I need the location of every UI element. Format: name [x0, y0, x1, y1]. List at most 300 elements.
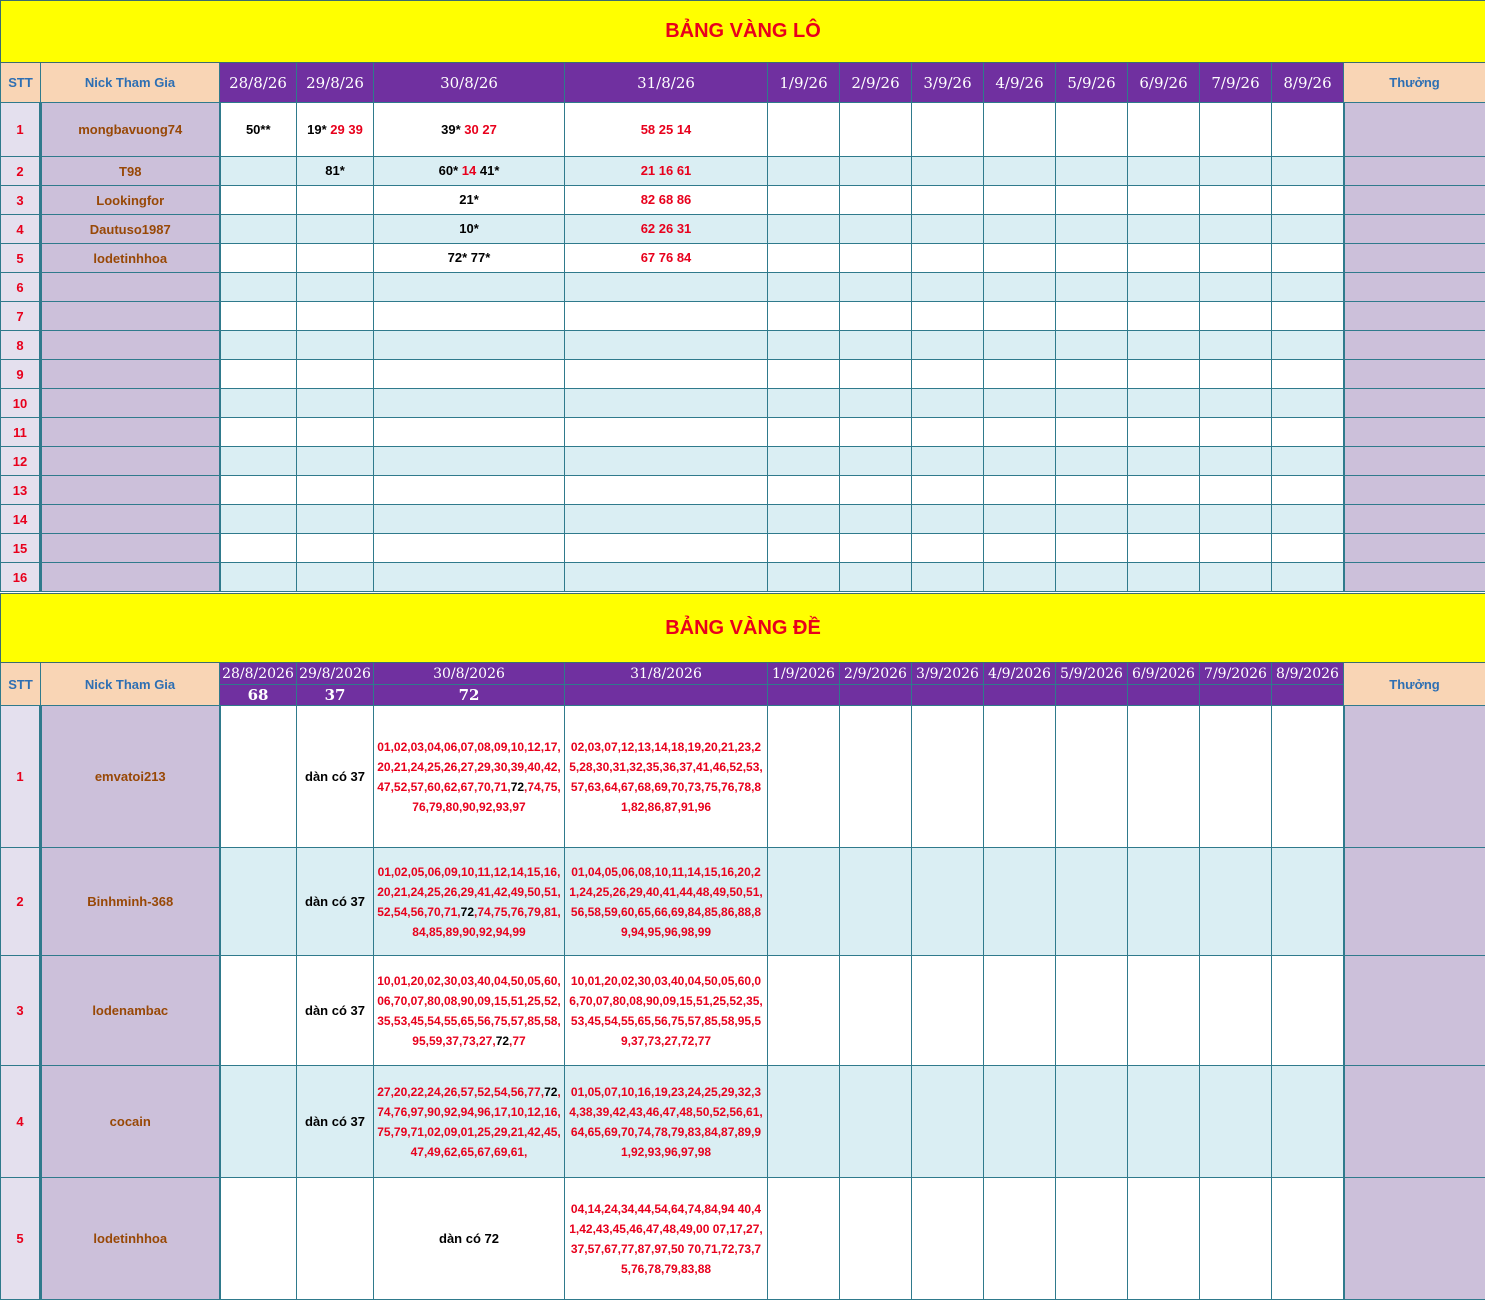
cell-empty — [768, 1178, 840, 1300]
pick-bach: 41* — [479, 163, 500, 178]
cell-empty — [1272, 1066, 1344, 1178]
de-result: 72 — [374, 685, 565, 706]
cell-empty — [1200, 273, 1272, 302]
row-stt: 3 — [1, 956, 41, 1066]
row-nick: emvatoi213 — [41, 706, 220, 848]
cell-empty — [912, 476, 984, 505]
cell-empty — [984, 1066, 1056, 1178]
de-row — [1, 706, 1485, 848]
cell-empty — [1200, 186, 1272, 215]
cell-30 — [374, 476, 565, 505]
cell-28 — [220, 956, 297, 1066]
cell-empty — [912, 447, 984, 476]
row-stt: 1 — [1, 103, 41, 157]
lo-row — [1, 476, 1485, 505]
lo-header-date: 6/9/26 — [1128, 63, 1200, 103]
dan-hit: 72 — [495, 1033, 510, 1048]
row-stt: 9 — [1, 360, 41, 389]
cell-empty — [912, 215, 984, 244]
dan-numbers: 01,05,07,10,16,19,23,24,25,29,32,34,38,39,42,43,46,47,48,50,52,56,61,64,65,69,70,74,78,79,83,84,87,89,91,92,93,96,97,98 — [569, 1084, 763, 1159]
cell-empty — [1272, 244, 1344, 273]
cell-29: dàn có 37 — [297, 1066, 374, 1178]
cell-empty — [984, 956, 1056, 1066]
cell-empty — [768, 389, 840, 418]
cell-empty — [984, 706, 1056, 848]
cell-31 — [565, 360, 768, 389]
lo-row — [1, 360, 1485, 389]
cell-31 — [565, 563, 768, 592]
de-result-empty — [984, 685, 1056, 706]
lo-header-date: 5/9/26 — [1056, 63, 1128, 103]
cell-empty — [984, 418, 1056, 447]
cell-31 — [565, 157, 768, 186]
cell-empty — [768, 186, 840, 215]
cell-empty — [1272, 706, 1344, 848]
cell-empty — [1128, 244, 1200, 273]
cell-31 — [565, 1178, 768, 1300]
de-header-date: 29/8/2026 — [297, 663, 374, 685]
cell-empty — [1056, 534, 1128, 563]
cell-30 — [374, 157, 565, 186]
cell-28 — [220, 706, 297, 848]
cell-empty — [984, 215, 1056, 244]
row-stt: 11 — [1, 418, 41, 447]
lo-row — [1, 302, 1485, 331]
cell-empty — [1128, 534, 1200, 563]
cell-empty — [840, 360, 912, 389]
cell-empty — [768, 476, 840, 505]
cell-28 — [220, 273, 297, 302]
lo-header-date: 8/9/26 — [1272, 63, 1344, 103]
cell-empty — [912, 956, 984, 1066]
cell-empty — [1200, 706, 1272, 848]
cell-empty — [1056, 505, 1128, 534]
cell-28 — [220, 215, 297, 244]
lo-header-date: 31/8/26 — [565, 63, 768, 103]
cell-empty — [1056, 563, 1128, 592]
lo-title: BẢNG VÀNG LÔ — [1, 1, 1485, 63]
dan-numbers: 27,20,22,24,26,57,52,54,56,77, — [377, 1084, 545, 1099]
cell-empty — [840, 331, 912, 360]
cell-30 — [374, 848, 565, 956]
de-row — [1, 848, 1485, 956]
cell-empty — [1272, 186, 1344, 215]
row-thuong — [1344, 447, 1485, 476]
cell-29: dàn có 37 — [297, 706, 374, 848]
cell-empty — [840, 418, 912, 447]
lo-row — [1, 157, 1485, 186]
cell-28 — [220, 1178, 297, 1300]
pick-bach: 10* — [459, 221, 479, 236]
lo-row — [1, 534, 1485, 563]
cell-28 — [220, 244, 297, 273]
cell-empty — [912, 563, 984, 592]
cell-30 — [374, 956, 565, 1066]
lo-table — [0, 0, 1485, 592]
cell-28 — [220, 505, 297, 534]
cell-empty — [1200, 505, 1272, 534]
cell-empty — [840, 244, 912, 273]
dan-numbers: 01,02,05,06,09,10,11,12,14,15,16,20,21,24,25,26,29,41,42,49,50,51,52,54,56,70,71, — [377, 864, 561, 919]
cell-empty — [1128, 157, 1200, 186]
cell-31 — [565, 505, 768, 534]
de-result-empty — [1128, 685, 1200, 706]
row-nick: cocain — [41, 1066, 220, 1178]
cell-empty — [984, 302, 1056, 331]
cell-30 — [374, 103, 565, 157]
cell-empty — [1272, 418, 1344, 447]
cell-empty — [840, 706, 912, 848]
cell-29 — [297, 476, 374, 505]
row-thuong — [1344, 331, 1485, 360]
cell-31 — [565, 215, 768, 244]
cell-empty — [768, 244, 840, 273]
dan-numbers: 01,04,05,06,08,10,11,14,15,16,20,21,24,25,26,29,40,41,44,48,49,50,51,56,58,59,60,65,66,69,84,85,86,88,89,94,95,96,98,99 — [569, 864, 763, 939]
cell-empty — [1200, 360, 1272, 389]
row-nick — [41, 476, 220, 505]
cell-empty — [1200, 956, 1272, 1066]
cell-empty — [1056, 389, 1128, 418]
cell-empty — [912, 103, 984, 157]
cell-empty — [984, 360, 1056, 389]
row-nick: T98 — [41, 157, 220, 186]
cell-empty — [840, 848, 912, 956]
cell-empty — [912, 157, 984, 186]
cell-empty — [1056, 331, 1128, 360]
cell-empty — [1128, 505, 1200, 534]
de-header-date: 28/8/2026 — [220, 663, 297, 685]
cell-empty — [768, 157, 840, 186]
de-header-nick: Nick Tham Gia — [41, 663, 220, 706]
cell-empty — [1272, 302, 1344, 331]
cell-31 — [565, 418, 768, 447]
lo-header-date: 1/9/26 — [768, 63, 840, 103]
cell-empty — [912, 389, 984, 418]
cell-empty — [984, 389, 1056, 418]
row-thuong — [1344, 215, 1485, 244]
cell-31 — [565, 244, 768, 273]
cell-empty — [1200, 848, 1272, 956]
cell-empty — [1128, 273, 1200, 302]
cell-empty — [840, 389, 912, 418]
row-stt: 10 — [1, 389, 41, 418]
row-stt: 6 — [1, 273, 41, 302]
cell-29 — [297, 1178, 374, 1300]
cell-empty — [840, 1066, 912, 1178]
row-thuong — [1344, 505, 1485, 534]
cell-empty — [1056, 418, 1128, 447]
cell-empty — [912, 186, 984, 215]
cell-empty — [912, 418, 984, 447]
lo-row — [1, 447, 1485, 476]
row-nick — [41, 302, 220, 331]
cell-empty — [1128, 1178, 1200, 1300]
cell-empty — [1056, 103, 1128, 157]
row-nick — [41, 360, 220, 389]
dan-hit: 72 — [544, 1084, 558, 1099]
row-stt: 4 — [1, 215, 41, 244]
cell-empty — [1200, 331, 1272, 360]
cell-empty — [1200, 389, 1272, 418]
de-row — [1, 1066, 1485, 1178]
pick-bach: 39* — [441, 121, 461, 137]
de-header-date: 31/8/2026 — [565, 663, 768, 685]
cell-empty — [1200, 215, 1272, 244]
dan-numbers: ,74,75,76,79,80,90,92,93,97 — [412, 779, 561, 814]
cell-28 — [220, 476, 297, 505]
cell-empty — [1128, 389, 1200, 418]
row-nick — [41, 447, 220, 476]
cell-empty — [912, 1178, 984, 1300]
cell-30 — [374, 244, 565, 273]
cell-29 — [297, 331, 374, 360]
pick-lo: 30 27 — [464, 121, 497, 137]
row-stt: 5 — [1, 1178, 41, 1300]
cell-empty — [768, 103, 840, 157]
cell-28 — [220, 563, 297, 592]
pick-lo: 14 — [461, 163, 477, 178]
cell-empty — [1128, 706, 1200, 848]
cell-31 — [565, 956, 768, 1066]
cell-30 — [374, 273, 565, 302]
cell-empty — [912, 273, 984, 302]
row-stt: 14 — [1, 505, 41, 534]
pick-lo: 29 39 — [330, 121, 363, 137]
cell-empty — [984, 331, 1056, 360]
cell-empty — [840, 534, 912, 563]
cell-empty — [1200, 244, 1272, 273]
row-stt: 12 — [1, 447, 41, 476]
de-title: BẢNG VÀNG ĐỀ — [1, 594, 1485, 663]
lo-row — [1, 103, 1485, 157]
cell-empty — [1128, 563, 1200, 592]
cell-empty — [984, 103, 1056, 157]
de-result-empty — [840, 685, 912, 706]
cell-29 — [297, 418, 374, 447]
cell-29 — [297, 505, 374, 534]
row-nick — [41, 331, 220, 360]
cell-empty — [1056, 706, 1128, 848]
cell-empty — [768, 447, 840, 476]
cell-empty — [1056, 360, 1128, 389]
dan-numbers: 04,14,24,34,44,54,64,74,84,94 40,41,42,43,45,46,47,48,49,00 07,17,27,37,57,67,77,87,97,50 70,71,72,73,75,76,78,79,83,88 — [569, 1201, 763, 1276]
lo-header-date: 2/9/26 — [840, 63, 912, 103]
de-table — [0, 593, 1485, 1300]
row-stt: 13 — [1, 476, 41, 505]
cell-empty — [1200, 476, 1272, 505]
row-thuong — [1344, 476, 1485, 505]
cell-empty — [1272, 331, 1344, 360]
cell-empty — [1272, 389, 1344, 418]
cell-empty — [912, 331, 984, 360]
row-nick — [41, 505, 220, 534]
cell-30: dàn có 72 — [374, 1178, 565, 1300]
cell-31 — [565, 1066, 768, 1178]
pick-lo: 21 16 61 — [640, 163, 692, 178]
cell-empty — [768, 273, 840, 302]
cell-empty — [1128, 418, 1200, 447]
de-header-date: 6/9/2026 — [1128, 663, 1200, 685]
cell-empty — [1272, 956, 1344, 1066]
cell-empty — [984, 273, 1056, 302]
pick-bach: 21* — [459, 192, 479, 207]
dan-numbers: 10,01,20,02,30,03,40,04,50,05,60,06,70,07,80,08,90,09,15,51,25,52,35,53,45,54,55,65,56,75,57,85,58,95,59,37,73,27,72,77 — [569, 973, 763, 1048]
cell-empty — [1272, 534, 1344, 563]
lo-row — [1, 331, 1485, 360]
cell-29 — [297, 360, 374, 389]
cell-empty — [840, 956, 912, 1066]
cell-empty — [768, 302, 840, 331]
cell-empty — [1128, 186, 1200, 215]
de-body — [1, 706, 1485, 1300]
cell-28 — [220, 534, 297, 563]
cell-29 — [297, 273, 374, 302]
lo-header-stt: STT — [1, 63, 41, 103]
cell-empty — [1056, 447, 1128, 476]
cell-empty — [984, 1178, 1056, 1300]
cell-empty — [1272, 563, 1344, 592]
cell-30 — [374, 331, 565, 360]
row-thuong — [1344, 103, 1485, 157]
cell-empty — [1272, 360, 1344, 389]
cell-29 — [297, 389, 374, 418]
cell-empty — [1056, 956, 1128, 1066]
row-nick: Dautuso1987 — [41, 215, 220, 244]
row-thuong — [1344, 273, 1485, 302]
lo-header-date: 28/8/26 — [220, 63, 297, 103]
cell-31 — [565, 331, 768, 360]
dan-numbers: 10,01,20,02,30,03,40,04,50,05,60,06,70,07,80,08,90,09,15,51,25,52,35,53,45,54,55,65,56,75,57,85,58,95,59,37,73,27, — [377, 973, 561, 1048]
cell-empty — [1200, 447, 1272, 476]
lo-row — [1, 389, 1485, 418]
lo-row — [1, 563, 1485, 592]
row-stt: 2 — [1, 157, 41, 186]
cell-30 — [374, 418, 565, 447]
de-header-date: 30/8/2026 — [374, 663, 565, 685]
cell-28 — [220, 302, 297, 331]
pick-lo: 82 68 86 — [640, 192, 692, 207]
de-header-date: 2/9/2026 — [840, 663, 912, 685]
cell-28 — [220, 103, 297, 157]
cell-empty — [984, 563, 1056, 592]
cell-28 — [220, 157, 297, 186]
cell-30 — [374, 389, 565, 418]
row-stt: 1 — [1, 706, 41, 848]
cell-empty — [1056, 1066, 1128, 1178]
row-thuong — [1344, 706, 1485, 848]
dan-numbers: 01,02,03,04,06,07,08,09,10,12,17,20,21,24,25,26,27,29,30,39,40,42,47,52,57,60,62,67,70,71, — [377, 739, 561, 794]
cell-empty — [1128, 447, 1200, 476]
row-thuong — [1344, 418, 1485, 447]
cell-empty — [1056, 476, 1128, 505]
de-result — [565, 685, 768, 706]
de-header-date: 3/9/2026 — [912, 663, 984, 685]
row-thuong — [1344, 1066, 1485, 1178]
cell-empty — [1128, 476, 1200, 505]
cell-empty — [840, 103, 912, 157]
cell-empty — [1200, 534, 1272, 563]
lo-row — [1, 186, 1485, 215]
pick-bach: 72* 77* — [447, 250, 491, 265]
cell-empty — [912, 1066, 984, 1178]
cell-empty — [1056, 1178, 1128, 1300]
cell-empty — [840, 302, 912, 331]
cell-empty — [912, 848, 984, 956]
cell-empty — [912, 706, 984, 848]
cell-empty — [1128, 302, 1200, 331]
row-thuong — [1344, 389, 1485, 418]
cell-31 — [565, 447, 768, 476]
row-thuong — [1344, 1178, 1485, 1300]
lo-header-date: 29/8/26 — [297, 63, 374, 103]
cell-empty — [1200, 1178, 1272, 1300]
pick-bach: 60* — [438, 163, 459, 178]
row-thuong — [1344, 956, 1485, 1066]
row-stt: 3 — [1, 186, 41, 215]
row-nick: lodetinhhoa — [41, 1178, 220, 1300]
cell-30 — [374, 505, 565, 534]
cell-empty — [912, 302, 984, 331]
cell-empty — [768, 534, 840, 563]
dan-hit: 72 — [460, 904, 475, 919]
row-thuong — [1344, 563, 1485, 592]
cell-empty — [984, 534, 1056, 563]
cell-30 — [374, 1066, 565, 1178]
row-nick: mongbavuong74 — [41, 103, 220, 157]
cell-empty — [984, 447, 1056, 476]
cell-empty — [1272, 848, 1344, 956]
cell-empty — [840, 476, 912, 505]
row-nick: Lookingfor — [41, 186, 220, 215]
cell-empty — [840, 157, 912, 186]
lo-row — [1, 215, 1485, 244]
cell-empty — [1128, 103, 1200, 157]
cell-empty — [1128, 1066, 1200, 1178]
cell-empty — [768, 848, 840, 956]
row-thuong — [1344, 534, 1485, 563]
cell-empty — [840, 273, 912, 302]
cell-empty — [1128, 848, 1200, 956]
cell-empty — [1272, 157, 1344, 186]
de-header-date: 8/9/2026 — [1272, 663, 1344, 685]
cell-29 — [297, 563, 374, 592]
cell-empty — [1200, 563, 1272, 592]
cell-29 — [297, 157, 374, 186]
row-stt: 4 — [1, 1066, 41, 1178]
dan-hit: 72 — [510, 779, 525, 794]
cell-empty — [1272, 273, 1344, 302]
cell-empty — [984, 848, 1056, 956]
de-header-date: 4/9/2026 — [984, 663, 1056, 685]
row-nick — [41, 534, 220, 563]
pick-lo: 58 25 14 — [640, 121, 692, 137]
cell-30 — [374, 706, 565, 848]
cell-31 — [565, 534, 768, 563]
de-result-empty — [1200, 685, 1272, 706]
cell-30 — [374, 534, 565, 563]
cell-empty — [1200, 157, 1272, 186]
cell-empty — [840, 1178, 912, 1300]
cell-empty — [984, 157, 1056, 186]
lo-body — [1, 103, 1485, 592]
cell-empty — [768, 505, 840, 534]
cell-empty — [768, 215, 840, 244]
dan-numbers: ,74,76,97,90,92,94,96,17,10,12,16,75,79,71,02,09,01,25,29,21,42,45,47,49,62,65,67,69,61, — [377, 1084, 561, 1159]
pick-lo: 62 26 31 — [640, 221, 692, 236]
row-nick: lodenambac — [41, 956, 220, 1066]
cell-empty — [1056, 244, 1128, 273]
de-result-empty — [1056, 685, 1128, 706]
